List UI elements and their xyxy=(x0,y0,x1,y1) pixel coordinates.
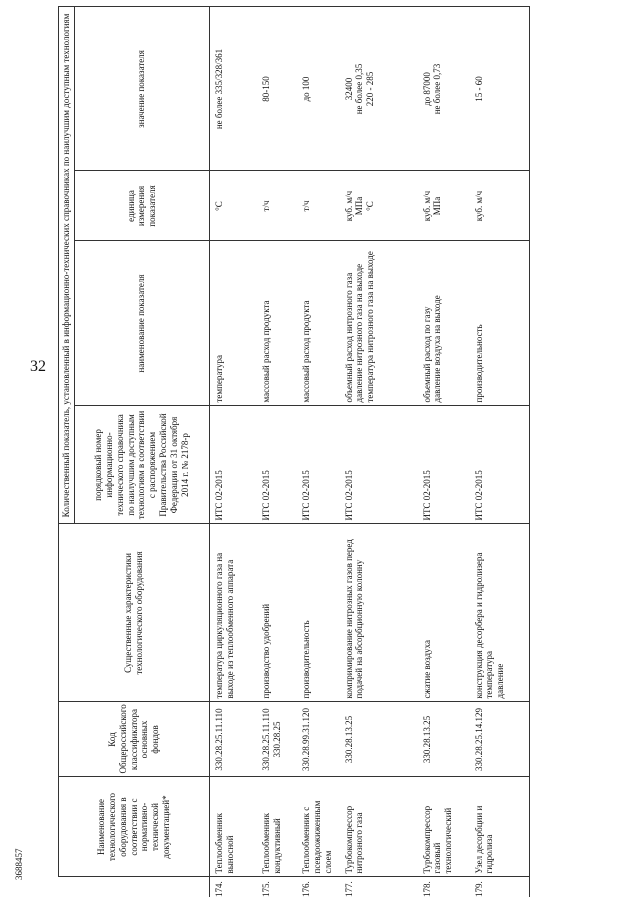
param-name xyxy=(209,241,257,406)
header-quantitative-group: Количественный показатель, установленный в информационно-технических справочниках по наилучшим доступным технологиям xyxy=(59,7,75,524)
header-code: Код Общероссийского классификатора основных фондов xyxy=(59,702,210,777)
unit-line: т/ч xyxy=(301,200,312,212)
unit-line: куб. м/ч xyxy=(421,190,432,222)
param-name-line: давление воздуха на выходе xyxy=(432,295,443,403)
page-number: 32 xyxy=(30,358,46,375)
characteristics xyxy=(297,524,339,702)
okof-code: 330.28.99.31.120 xyxy=(297,702,339,777)
value-line: 80-150 xyxy=(261,76,272,102)
document-id: 3688457 xyxy=(14,848,24,880)
table-row xyxy=(297,7,339,897)
value-line: до 100 xyxy=(301,76,312,102)
table-row xyxy=(470,7,530,897)
param-name-line: температура нитрозного газа на выходе xyxy=(365,251,376,403)
its-number: ИТС 02-2015 xyxy=(470,406,530,524)
param-name xyxy=(257,241,297,406)
param-name-line: объемный расход нитрозного газа xyxy=(343,272,354,403)
characteristics-line: температура циркуляционного газа на выходе из теплообменного аппарата xyxy=(213,552,235,699)
okof-code: 330.28.25.11.110 xyxy=(209,702,257,777)
param-name-line: давление нитрозного газа на выходе xyxy=(354,263,365,403)
characteristics-line: производство удобрений xyxy=(261,603,272,699)
unit-line: куб. м/ч xyxy=(343,190,354,222)
characteristics-line: температура xyxy=(484,650,495,699)
equipment-table xyxy=(58,7,530,898)
header-param-name: наименование показателя xyxy=(74,241,209,406)
value xyxy=(340,7,418,171)
header-value: значение показателя xyxy=(74,7,209,171)
value-line: не более 0,73 xyxy=(432,63,443,115)
unit-line: куб. м/ч xyxy=(473,190,484,222)
value-line: не более 0,35 xyxy=(354,63,365,115)
characteristics xyxy=(340,524,418,702)
characteristics-line: конструкция десорбера и гидролизера xyxy=(473,552,484,699)
value-line: до 87000 xyxy=(421,72,432,106)
characteristics xyxy=(418,524,470,702)
table-body xyxy=(209,7,529,897)
param-name xyxy=(297,241,339,406)
unit xyxy=(209,171,257,241)
param-name-line: производительность xyxy=(473,324,484,403)
table-row xyxy=(340,7,418,897)
its-number: ИТС 02-2015 xyxy=(209,406,257,524)
characteristics xyxy=(257,524,297,702)
okof-code: 330.28.13.25 xyxy=(418,702,470,777)
equipment-name: Узел десорбции и гидролиза xyxy=(470,777,530,877)
value xyxy=(297,7,339,171)
its-number: ИТС 02-2015 xyxy=(340,406,418,524)
row-number: 177. xyxy=(340,877,418,897)
header-characteristics: Существенные характеристики технологического оборудования xyxy=(59,524,210,702)
num-header xyxy=(59,877,210,897)
its-number: ИТС 02-2015 xyxy=(257,406,297,524)
table-row xyxy=(418,7,470,897)
unit-line: т/ч xyxy=(261,200,272,212)
okof-code: 330.28.25.11.110 330.28.25 xyxy=(257,702,297,777)
row-number: 175. xyxy=(257,877,297,897)
unit xyxy=(470,171,530,241)
table-row xyxy=(257,7,297,897)
its-number: ИТС 02-2015 xyxy=(297,406,339,524)
characteristics-line: давление xyxy=(495,663,506,699)
value-line: не более 335/328/361 xyxy=(213,48,224,130)
unit-line: МПа xyxy=(354,196,365,216)
value-line: 15 - 60 xyxy=(473,76,484,102)
header-unit: единица измерения показателя xyxy=(74,171,209,241)
characteristics-line: сжатие воздуха xyxy=(421,639,432,699)
row-number: 178. xyxy=(418,877,470,897)
header-its-number: порядковый номер информационно-технического справочника по наилучшим доступным технологиям в соответствии с распоряжением Правительства Российской Федерации от 31 октября 2014 г. № 2178-р xyxy=(74,406,209,524)
okof-code: 330.28.13.25 xyxy=(340,702,418,777)
unit xyxy=(340,171,418,241)
unit-line: МПа xyxy=(432,196,443,216)
value-line: 32400 xyxy=(343,77,354,101)
param-name-line: объемный расход по газу xyxy=(421,306,432,403)
param-name-line: массовый расход продукта xyxy=(261,300,272,403)
row-number: 179. xyxy=(470,877,530,897)
rotated-table-container xyxy=(58,7,598,897)
value xyxy=(418,7,470,171)
unit xyxy=(418,171,470,241)
equipment-name: Турбокомпрессор нитрозного газа xyxy=(340,777,418,877)
equipment-name: Теплообменник выносной xyxy=(209,777,257,877)
row-number: 174. xyxy=(209,877,257,897)
unit xyxy=(297,171,339,241)
value xyxy=(257,7,297,171)
table-row xyxy=(209,7,257,897)
okof-code: 330.28.25.14.129 xyxy=(470,702,530,777)
param-name xyxy=(470,241,530,406)
characteristics xyxy=(209,524,257,702)
equipment-name: Турбокомпрессор газовый технологический xyxy=(418,777,470,877)
unit-line: °C xyxy=(365,201,376,211)
characteristics-line: компримирование нитрозных газов перед подачей на абсорбционную колонну xyxy=(343,539,365,699)
param-name xyxy=(418,241,470,406)
param-name-line: температура xyxy=(213,354,224,403)
row-number: 176. xyxy=(297,877,339,897)
param-name xyxy=(340,241,418,406)
value-line: 220 - 285 xyxy=(365,71,376,107)
equipment-name: Теплообменник кондуктивный xyxy=(257,777,297,877)
characteristics xyxy=(470,524,530,702)
unit xyxy=(257,171,297,241)
characteristics-line: производительность xyxy=(301,620,312,699)
its-number: ИТС 02-2015 xyxy=(418,406,470,524)
param-name-line: массовый расход продукта xyxy=(301,300,312,403)
unit-line: °C xyxy=(213,201,224,211)
value xyxy=(209,7,257,171)
equipment-name: Теплообменник с псевдоожиженным слоем xyxy=(297,777,339,877)
header-name: Наименование технологического оборудования в соответствии с нормативно-технической документацией* xyxy=(59,777,210,877)
value xyxy=(470,7,530,171)
